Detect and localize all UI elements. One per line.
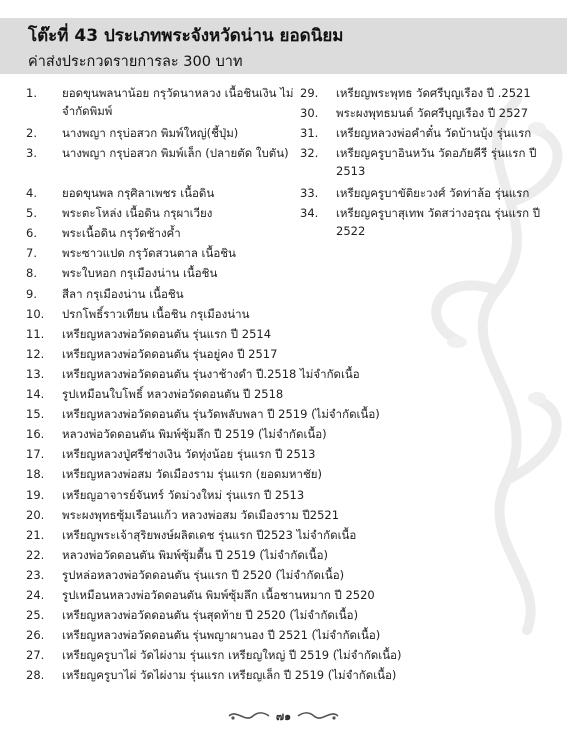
item-text: เหรียญหลวงพ่อวัดดอนตัน รุ่นสุดท้าย ปี 2520 (ไม่จำกัดเนื้อ) xyxy=(62,608,359,623)
item-text: เหรียญครูบาไผ่ วัดไผ่งาม รุ่นแรก เหรียญเล็ก ปี 2519 (ไม่จำกัดเนื้อ) xyxy=(62,668,397,683)
item-number: 16. xyxy=(26,427,45,442)
list-item xyxy=(300,144,550,184)
list-item xyxy=(26,84,296,124)
item-text: ยอดขุนพลนาน้อย กรุวัดนาหลวง เนื้อชินเงิน ไม่จำกัดพิมพ์ xyxy=(62,86,294,118)
list-item xyxy=(26,244,296,264)
item-text: พระผงพุทธซุ้มเรือนแก้ว หลวงพ่อสม วัดเมืองราม ปี2521 xyxy=(62,507,340,522)
list-item xyxy=(26,144,296,184)
item-text: รูปหล่อหลวงพ่อวัดดอนตัน รุ่นแรก ปี 2520 (ไม่จำกัดเนื้อ) xyxy=(62,567,345,582)
item-number: 22. xyxy=(26,547,45,562)
item-number: 3. xyxy=(26,146,37,161)
list-item xyxy=(26,526,357,546)
list-item xyxy=(26,486,305,506)
list-item xyxy=(26,224,296,244)
list-item xyxy=(26,546,328,566)
ornament-left-icon xyxy=(227,709,271,723)
list-item xyxy=(26,184,296,204)
item-number: 2. xyxy=(26,126,37,140)
list-item xyxy=(26,264,296,284)
item-text: เหรียญหลวงพ่อสม วัดเมืองราม รุ่นแรก (ยอดมหาชัย) xyxy=(62,467,322,482)
item-text: ปรกโพธิ์ราวเทียน เนื้อชิน กรุเมืองน่าน xyxy=(62,306,250,321)
item-number: 5. xyxy=(26,206,37,221)
list-item xyxy=(26,425,327,445)
item-text: เหรียญหลวงพ่อวัดดอนตัน รุ่นวัดพลับพลา ปี 2519 (ไม่จำกัดเนื้อ) xyxy=(62,407,380,422)
item-text: เหรียญหลวงพ่อวัดดอนตัน รุ่นงาช้างดำ ปี.2518 ไม่จำกัดเนื้อ xyxy=(62,366,360,381)
item-number: 13. xyxy=(26,366,45,381)
list-item xyxy=(300,104,550,124)
item-text: เหรียญหลวงพ่อวัดดอนตัน รุ่นอยู่คง ปี 2517 xyxy=(62,346,278,361)
item-number: 14. xyxy=(26,387,45,402)
item-text: พระตะโหล่ง เนื้อดิน กรุผาเวียง xyxy=(62,206,213,221)
list-item xyxy=(26,365,360,385)
item-number: 10. xyxy=(26,306,45,321)
item-number: 28. xyxy=(26,668,45,683)
item-number: 26. xyxy=(26,628,45,643)
item-text: รูปเหมือนหลวงพ่อวัดดอนตัน พิมพ์ซุ้มลึก เนื้อชานหมาก ปี 2520 xyxy=(62,587,375,602)
list-item xyxy=(26,566,345,586)
list-item xyxy=(26,305,296,325)
list-item xyxy=(300,84,550,104)
list-item xyxy=(26,345,296,365)
item-text: ยอดขุนพล กรุศิลาเพชร เนื้อดิน xyxy=(62,186,215,201)
item-number: 17. xyxy=(26,447,45,462)
ornament-right-icon xyxy=(296,709,340,723)
list-item xyxy=(300,204,550,244)
item-text: เหรียญครูบาขัติยะวงศ์ วัดท่าล้อ รุ่นแรก xyxy=(336,186,530,201)
item-number: 30. xyxy=(300,106,319,121)
list-item xyxy=(26,385,296,405)
item-number: 11. xyxy=(26,326,45,341)
item-text: พระผงพุทธมนต์ วัดศรีบุญเรือง ปี 2527 xyxy=(336,106,529,121)
list-item xyxy=(26,586,375,606)
list-item xyxy=(26,124,296,144)
item-text: เหรียญครูบาอินหวัน วัดอภัยคีรี รุ่นแรก ปี 2513 xyxy=(336,146,537,179)
item-text: พระซาวแปด กรุวัดสวนตาล เนื้อชิน xyxy=(62,246,236,261)
list-item xyxy=(26,465,322,485)
list-item xyxy=(26,405,380,425)
item-text: หลวงพ่อวัดดอนตัน พิมพ์ซุ้มลึก ปี 2519 (ไม่จำกัดเนื้อ) xyxy=(62,427,327,442)
list-item xyxy=(300,184,550,204)
item-text: รูปเหมือนใบโพธิ์ หลวงพ่อวัดดอนตัน ปี 2518 xyxy=(62,387,284,402)
item-text: หลวงพ่อวัดดอนตัน พิมพ์ซุ้มตื้น ปี 2519 (ไม่จำกัดเนื้อ) xyxy=(62,547,328,562)
item-text: พระใบหอก กรุเมืองน่าน เนื้อชิน xyxy=(62,266,218,281)
list-item xyxy=(26,445,316,465)
item-text: เหรียญอาจารย์จันทร์ วัดม่วงใหม่ รุ่นแรก ปี 2513 xyxy=(62,487,305,502)
item-text: เหรียญครูบาไผ่ วัดไผ่งาม รุ่นแรก เหรียญใหญ่ ปี 2519 (ไม่จำกัดเนื้อ) xyxy=(62,648,402,663)
list-item xyxy=(300,124,550,144)
item-number: 25. xyxy=(26,608,45,623)
page-subtitle: ค่าส่งประกวดรายการละ 300 บาท xyxy=(28,54,243,70)
item-number: 19. xyxy=(26,487,45,502)
list-item xyxy=(26,646,402,666)
page-title: โต๊ะที่ 43 ประเภทพระจังหวัดน่าน ยอดนิยม xyxy=(28,26,344,46)
item-number: 34. xyxy=(300,206,319,221)
item-text: เหรียญหลวงพ่อวัดดอนตัน รุ่นพญาผานอง ปี 2521 (ไม่จำกัดเนื้อ) xyxy=(62,628,381,643)
item-text: เหรียญพระเจ้าสุริยพงษ์ผลิตเดช รุ่นแรก ปี2523 ไม่จำกัดเนื้อ xyxy=(62,527,357,542)
item-number: 4. xyxy=(26,186,37,201)
list-item xyxy=(26,204,296,224)
item-number: 23. xyxy=(26,567,45,582)
list-item xyxy=(26,666,397,686)
item-number: 33. xyxy=(300,186,319,201)
item-number: 12. xyxy=(26,346,45,361)
item-number: 18. xyxy=(26,467,45,482)
list-item xyxy=(26,506,340,526)
item-number: 24. xyxy=(26,587,45,602)
item-text: เหรียญพระพุทธ วัดศรีบุญเรือง ปี .2521 xyxy=(336,86,531,100)
item-number: 27. xyxy=(26,648,45,663)
page-footer xyxy=(0,705,567,725)
item-text: นางพญา กรุบ่อสวก พิมพ์เล็ก (ปลายตัด ใบตัน) xyxy=(62,146,289,161)
item-number: 9. xyxy=(26,286,37,301)
item-text: เหรียญหลวงปู่ศรีช่างเงิน วัดทุ่งน้อย รุ่นแรก ปี 2513 xyxy=(62,447,316,462)
list-item xyxy=(26,606,359,626)
item-text: เหรียญครูบาสุเทพ วัดสว่างอรุณ รุ่นแรก ปี 2522 xyxy=(336,206,541,239)
item-text: นางพญา กรุบ่อสวก พิมพ์ใหญ่(ชี้ปุ่ม) xyxy=(62,126,239,140)
item-text: สีลา กรุเมืองน่าน เนื้อชิน xyxy=(62,286,184,301)
item-number: 1. xyxy=(26,86,37,100)
page-number: ๗๑ xyxy=(275,710,292,723)
item-number: 21. xyxy=(26,527,45,542)
item-text: เหรียญหลวงพ่อคำตั๋น วัดบ้านบุ้ง รุ่นแรก xyxy=(336,126,532,141)
item-number: 20. xyxy=(26,507,45,522)
item-text: เหรียญหลวงพ่อวัดดอนตัน รุ่นแรก ปี 2514 xyxy=(62,326,272,341)
item-number: 15. xyxy=(26,407,45,422)
list-item xyxy=(26,325,296,345)
item-number: 6. xyxy=(26,226,37,241)
item-number: 29. xyxy=(300,86,319,100)
item-number: 31. xyxy=(300,126,319,141)
item-number: 32. xyxy=(300,146,319,161)
list-item xyxy=(26,626,381,646)
list-item xyxy=(26,285,296,305)
item-list-right xyxy=(300,84,550,244)
item-text: พระเนื้อดิน กรุวัดช้างค้ำ xyxy=(62,226,181,241)
item-number: 8. xyxy=(26,266,37,281)
item-number: 7. xyxy=(26,246,37,261)
